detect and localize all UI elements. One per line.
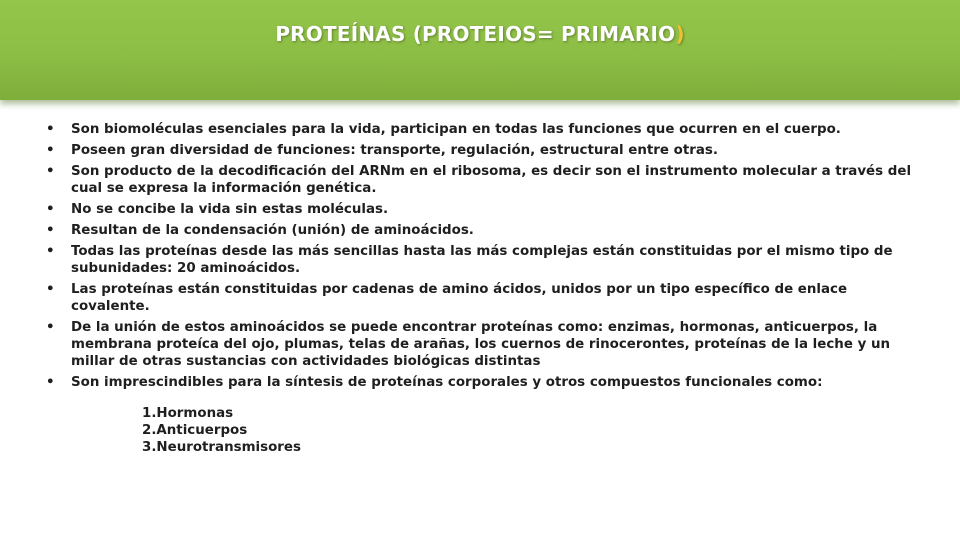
bullet-item-2 bbox=[46, 142, 926, 159]
bullet-dot: • bbox=[46, 375, 55, 390]
bullet-dot: • bbox=[46, 320, 55, 335]
bullet-text: No se concibe la vida sin estas moléculas. bbox=[71, 202, 389, 217]
numbered-list bbox=[142, 405, 926, 456]
bullet-dot: • bbox=[46, 164, 55, 179]
bullet-dot: • bbox=[46, 122, 55, 137]
bullet-text: Todas las proteínas desde las más sencillas hasta las más complejas están constituidas por el mismo tipo de subunidades: 20 aminoácidos. bbox=[71, 244, 893, 276]
slide-body bbox=[46, 121, 926, 456]
bullet-item-5 bbox=[46, 222, 926, 239]
bullet-item-8 bbox=[46, 319, 926, 370]
bullet-item-7 bbox=[46, 281, 926, 315]
bullet-text: Resultan de la condensación (unión) de aminoácidos. bbox=[71, 223, 474, 238]
bullet-item-6 bbox=[46, 243, 926, 277]
bullet-item-3 bbox=[46, 163, 926, 197]
bullet-text: Las proteínas están constituidas por cadenas de amino ácidos, unidos por un tipo específico de enlace covalente. bbox=[71, 282, 848, 314]
numbered-item-1: 1.Hormonas bbox=[142, 406, 234, 421]
bullet-text: Son producto de la decodificación del ARNm en el ribosoma, es decir son el instrumento molecular a través del cual se expresa la información genética. bbox=[71, 164, 912, 196]
slide-title bbox=[0, 22, 960, 46]
bullet-item-4 bbox=[46, 201, 926, 218]
bullet-dot: • bbox=[46, 244, 55, 259]
title-main-text: PROTEÍNAS (PROTEIOS= PRIMARIO bbox=[275, 22, 676, 46]
bullet-text: De la unión de estos aminoácidos se puede encontrar proteínas como: enzimas, hormonas, anticuerpos, la membrana proteíca del ojo, plumas, telas de arañas, los cuernos de rinocerontes, proteínas de la leche y un millar de otras sustancias con actividades biológicas distintas bbox=[71, 320, 891, 369]
bullet-text: Son biomoléculas esenciales para la vida, participan en todas las funciones que ocurren en el cuerpo. bbox=[71, 122, 841, 137]
bullet-dot: • bbox=[46, 282, 55, 297]
numbered-item-2: 2.Anticuerpos bbox=[142, 423, 248, 438]
numbered-item-3: 3.Neurotransmisores bbox=[142, 440, 301, 455]
bullet-dot: • bbox=[46, 223, 55, 238]
bullet-item-1 bbox=[46, 121, 926, 138]
bullet-text: Poseen gran diversidad de funciones: transporte, regulación, estructural entre otras. bbox=[71, 143, 718, 158]
bullet-dot: • bbox=[46, 202, 55, 217]
bullet-text: Son imprescindibles para la síntesis de proteínas corporales y otros compuestos funcionales como: bbox=[71, 375, 823, 390]
bullet-item-9 bbox=[46, 374, 926, 391]
bullet-list bbox=[46, 121, 926, 391]
bullet-dot: • bbox=[46, 143, 55, 158]
title-close-paren: ) bbox=[675, 22, 685, 46]
title-banner bbox=[0, 0, 960, 100]
